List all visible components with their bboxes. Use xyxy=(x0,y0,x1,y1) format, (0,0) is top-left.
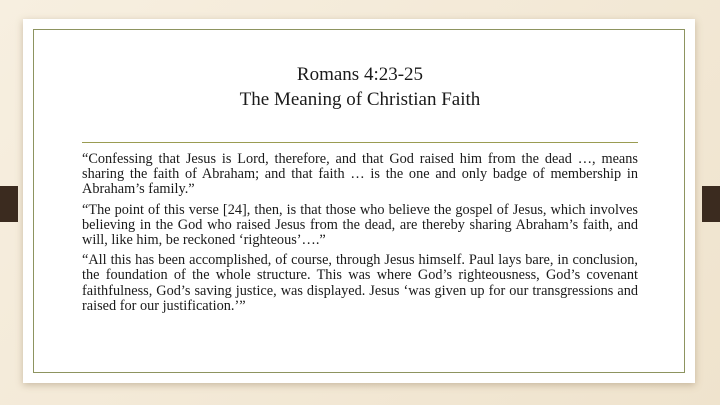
slide-title-block xyxy=(30,62,690,112)
right-edge-tab xyxy=(702,186,720,222)
quote-paragraph: “Confessing that Jesus is Lord, therefore, and that God raised him from the dead …, means sharing the faith of Abraham; and that faith … is the one and only badge of membership in Abraham’s family.” xyxy=(82,151,638,198)
quote-paragraph: “All this has been accomplished, of course, through Jesus himself. Paul lays bare, in conclusion, the foundation of the whole structure. This was where God’s righteousness, God’s covenant faithfulness, God’s saving justice, was displayed. Jesus ‘was given up for our transgressions and raised for our justification.’” xyxy=(82,252,638,314)
title-divider xyxy=(82,142,638,143)
slide-title: Romans 4:23-25 xyxy=(296,64,424,85)
left-edge-tab xyxy=(0,186,18,222)
quote-list xyxy=(82,152,638,319)
slide-subtitle: The Meaning of Christian Faith xyxy=(239,89,481,110)
quote-paragraph: “The point of this verse [24], then, is that those who believe the gospel of Jesus, which involves believing in the God who raised Jesus from the dead, are thereby sharing Abraham’s faith, and will, like him, be reckoned ‘righteous’….” xyxy=(82,201,638,249)
